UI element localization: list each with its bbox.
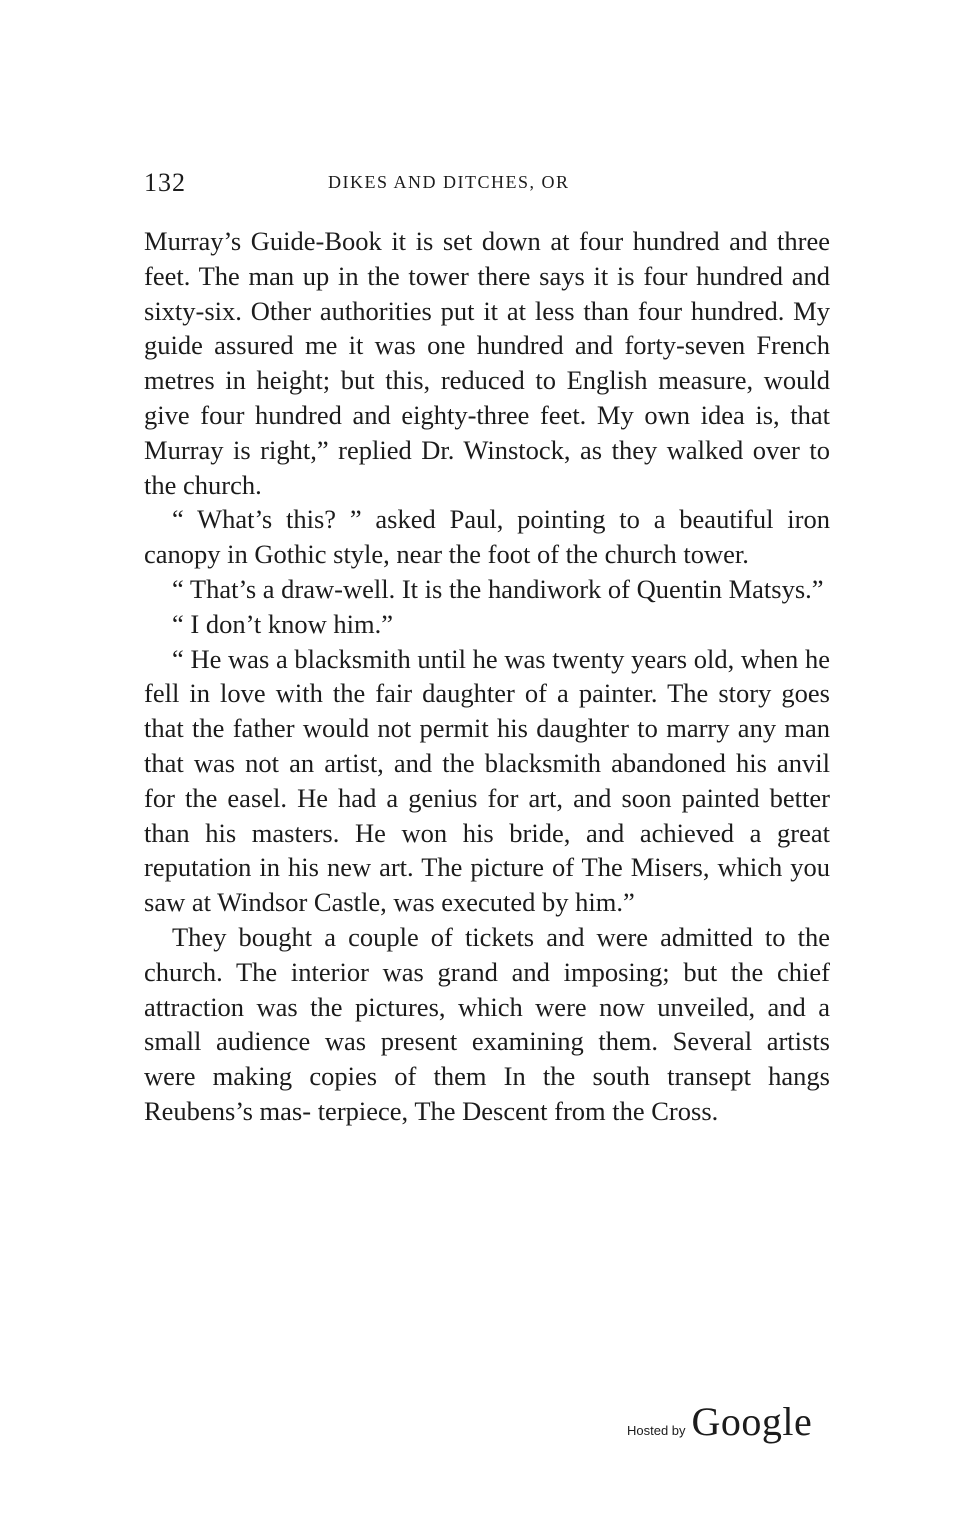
paragraph: Murray’s Guide-Book it is set down at four hundred and three feet. The man up in the tower there says it is four hundred and sixty-six. Other authorities put it at less than four hundred. My guide assured me it was one hundred and forty-seven French metres in height; but this, reduced to English measure, would give four hundred and eighty-three feet. My own idea is, that Murray is right,” replied Dr. Winstock, as they walked over to the church. (144, 226, 830, 500)
running-head: DIKES AND DITCHES, OR (328, 172, 570, 192)
hosted-by-google-watermark (627, 1398, 812, 1444)
google-logo: Google (691, 1399, 813, 1444)
paragraph: They bought a couple of tickets and were admitted to the church. The interior was grand and imposing; but the chief attraction was the pictures, which were now unveiled, and a small audience was present examining them. Several artists were making copies of them In the south transept hangs Reubens’s mas- terpiece, The Descent from the Cross. (144, 921, 830, 1126)
body-text (144, 224, 830, 1129)
paragraph: “ That’s a draw-well. It is the handiwork of Quentin Matsys.” (172, 573, 824, 604)
paragraph: “ What’s this? ” asked Paul, pointing to a beautiful iron canopy in Gothic style, near the foot of the church tower. (144, 504, 830, 570)
hosted-by-label: Hosted by (627, 1423, 686, 1438)
page-number: 132 (144, 168, 186, 197)
page-header (144, 168, 830, 198)
paragraph: “ He was a blacksmith until he was twenty years old, when he fell in love with the fair daughter of a painter. The story goes that the father would not permit his daughter to marry any man that was not an artist, and the blacksmith abandoned his anvil for the easel. He had a genius for art, and soon painted better than his masters. He won his bride, and achieved a great reputation in his new art. The picture of The Misers, which you saw at Windsor Castle, was executed by him.” (144, 643, 830, 918)
paragraph: “ I don’t know him.” (172, 608, 394, 639)
